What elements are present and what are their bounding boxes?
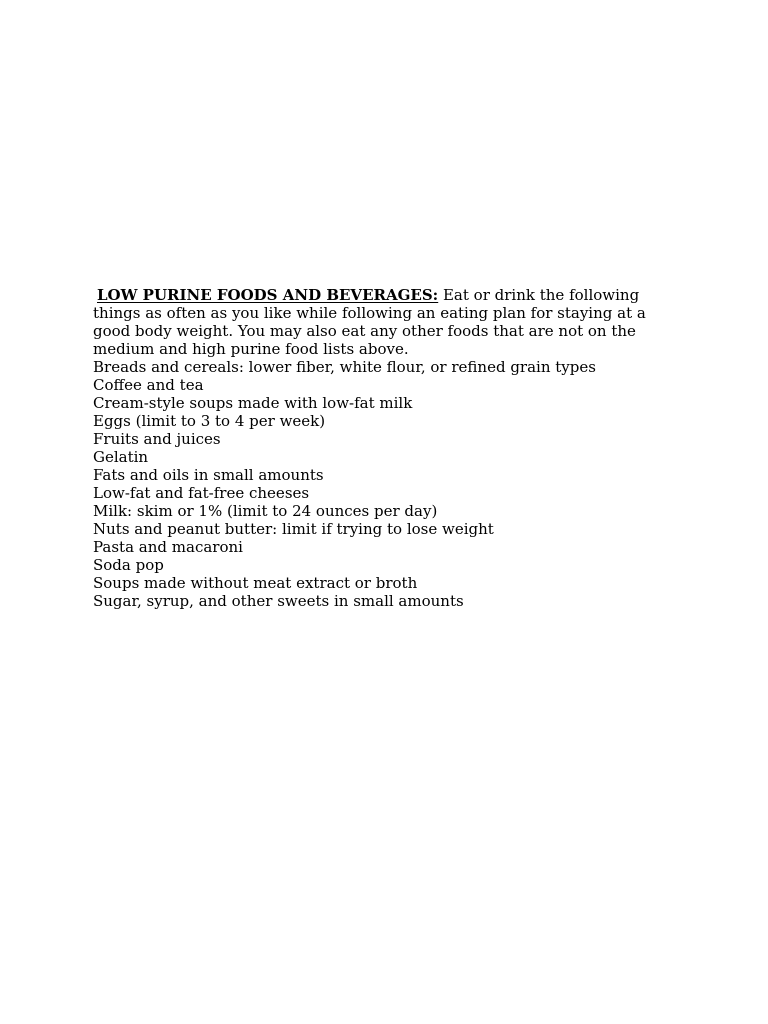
list-item: Fats and oils in small amounts — [93, 466, 324, 484]
list-item: Soups made without meat extract or broth — [93, 574, 418, 592]
list-item: Sugar, syrup, and other sweets in small amounts — [93, 592, 464, 610]
list-item: Soda pop — [93, 556, 164, 574]
list-item: Pasta and macaroni — [93, 538, 243, 556]
list-item: Gelatin — [93, 448, 149, 466]
list-item: Cream-style soups made with low-fat milk — [93, 394, 413, 412]
low-purine-section — [93, 286, 683, 610]
intro-text: Eat or drink the following things as often as you like while following an eating plan for staying at a good body weight. You may also eat any other foods that are not on the medium and high purine food lists above. — [93, 286, 646, 358]
list-item: Eggs (limit to 3 to 4 per week) — [93, 412, 326, 430]
list-item: Nuts and peanut butter: limit if trying to lose weight — [93, 520, 494, 538]
list-item: Low-fat and fat-free cheeses — [93, 484, 310, 502]
section-heading: LOW PURINE FOODS AND BEVERAGES: — [97, 286, 439, 304]
list-item: Fruits and juices — [93, 430, 221, 448]
food-list — [93, 358, 683, 610]
list-item: Coffee and tea — [93, 376, 204, 394]
list-item: Milk: skim or 1% (limit to 24 ounces per day) — [93, 502, 438, 520]
list-item: Breads and cereals: lower fiber, white flour, or refined grain types — [93, 358, 596, 376]
intro-paragraph — [93, 286, 683, 358]
